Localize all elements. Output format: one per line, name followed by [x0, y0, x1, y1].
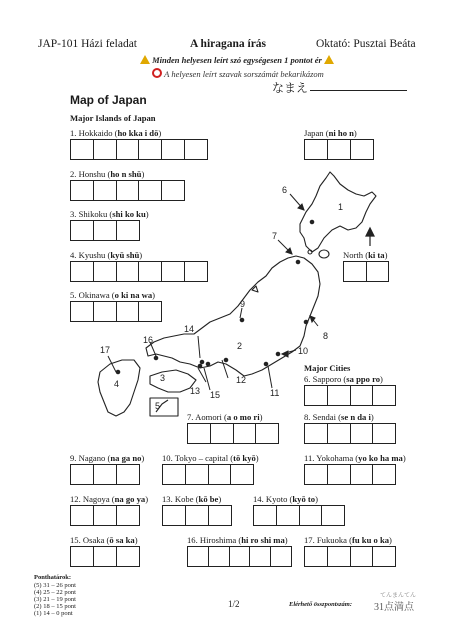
word-label-japan: Japan (ni ho n) — [304, 128, 357, 138]
map-number-11: 11 — [270, 388, 280, 398]
north-arrow-icon — [366, 228, 374, 246]
grade-4: (4) 25 – 22 pont — [34, 589, 76, 596]
word-label-hiroshima: 16. Hiroshima (hi ro shi ma) — [187, 535, 288, 545]
map-number-15: 15 — [210, 390, 221, 400]
word-label-fukuoka: 17. Fukuoka (fu ku o ka) — [304, 535, 392, 545]
word-label-nagano: 9. Nagano (na ga no) — [70, 453, 145, 463]
map-number-17: 17 — [100, 345, 111, 355]
word-label-north: North (ki ta) — [343, 250, 388, 260]
map-number-7: 7 — [272, 231, 278, 241]
instructor: Oktató: Pusztai Beáta — [316, 38, 416, 50]
word-label-osaka: 15. Osaka (ō sa ka) — [70, 535, 138, 545]
score-label: Elérhető összpontszám: — [289, 601, 353, 608]
map-number-10: 10 — [298, 346, 309, 356]
course-code: JAP-101 Házi feladat — [38, 38, 137, 50]
map-number-6: 6 — [282, 185, 288, 195]
grade-3: (3) 21 – 19 pont — [34, 596, 76, 603]
word-label-sendai: 8. Sendai (se n da i) — [304, 412, 374, 422]
word-label-shikoku: 3. Shikoku (shi ko ku) — [70, 209, 149, 219]
score-stamp-furigana: てんまんてん — [380, 593, 417, 599]
map-number-13: 13 — [190, 386, 201, 396]
page-number: 1/2 — [228, 599, 240, 609]
grade-1: (1) 14 – 0 pont — [34, 610, 73, 617]
grade-2: (2) 18 – 15 pont — [34, 603, 76, 610]
word-label-aomori: 7. Aomori (a o mo ri) — [187, 412, 263, 422]
cities-heading: Major Cities — [304, 363, 351, 373]
word-label-kobe: 13. Kobe (kō be) — [162, 494, 222, 504]
map-number-8: 8 — [323, 331, 329, 341]
name-label: なまえ — [272, 81, 309, 95]
word-label-nagoya: 12. Nagoya (na go ya) — [70, 494, 149, 504]
map-number-1: 1 — [338, 202, 344, 212]
hokkaido-outline — [300, 172, 376, 252]
word-label-honshu: 2. Honshu (ho n shū) — [70, 169, 145, 179]
word-label-sapporo: 6. Sapporo (sa ppo ro) — [304, 374, 383, 384]
grade-5: (5) 31 – 26 pont — [34, 582, 76, 589]
word-label-kyoto: 14. Kyoto (kyō to) — [253, 494, 318, 504]
notice-1: Minden helyesen leírt szó egységesen 1 pontot ér — [0, 55, 474, 65]
map-number-4: 4 — [114, 379, 120, 389]
map-number-2: 2 — [237, 341, 243, 351]
map-number-9: 9 — [240, 299, 246, 309]
grade-heading: Ponthatárok: — [34, 574, 72, 581]
word-label-yokohama: 11. Yokohama (yo ko ha ma) — [304, 453, 406, 463]
map-number-5: 5 — [155, 401, 161, 411]
score-stamp: 31点満点 — [374, 602, 414, 613]
word-label-kyushu: 4. Kyushu (kyū shū) — [70, 250, 143, 260]
map-title: Map of Japan — [70, 93, 147, 107]
map-number-16: 16 — [143, 335, 154, 345]
map-number-3: 3 — [160, 373, 166, 383]
honshu-outline — [146, 256, 320, 376]
page-title: A hiragana írás — [190, 38, 267, 50]
map-number-12: 12 — [236, 375, 247, 385]
islands-heading: Major Islands of Japan — [70, 113, 156, 123]
word-label-tokyo: 10. Tokyo – capital (tō kyō) — [162, 453, 259, 463]
word-label-okinawa: 5. Okinawa (o ki na wa) — [70, 290, 156, 300]
notice-2: A helyesen leírt szavak sorszámát bekarikázom — [0, 68, 474, 79]
map-number-14: 14 — [184, 324, 195, 334]
word-label-hokkaido: 1. Hokkaido (ho kka i dō) — [70, 128, 162, 138]
